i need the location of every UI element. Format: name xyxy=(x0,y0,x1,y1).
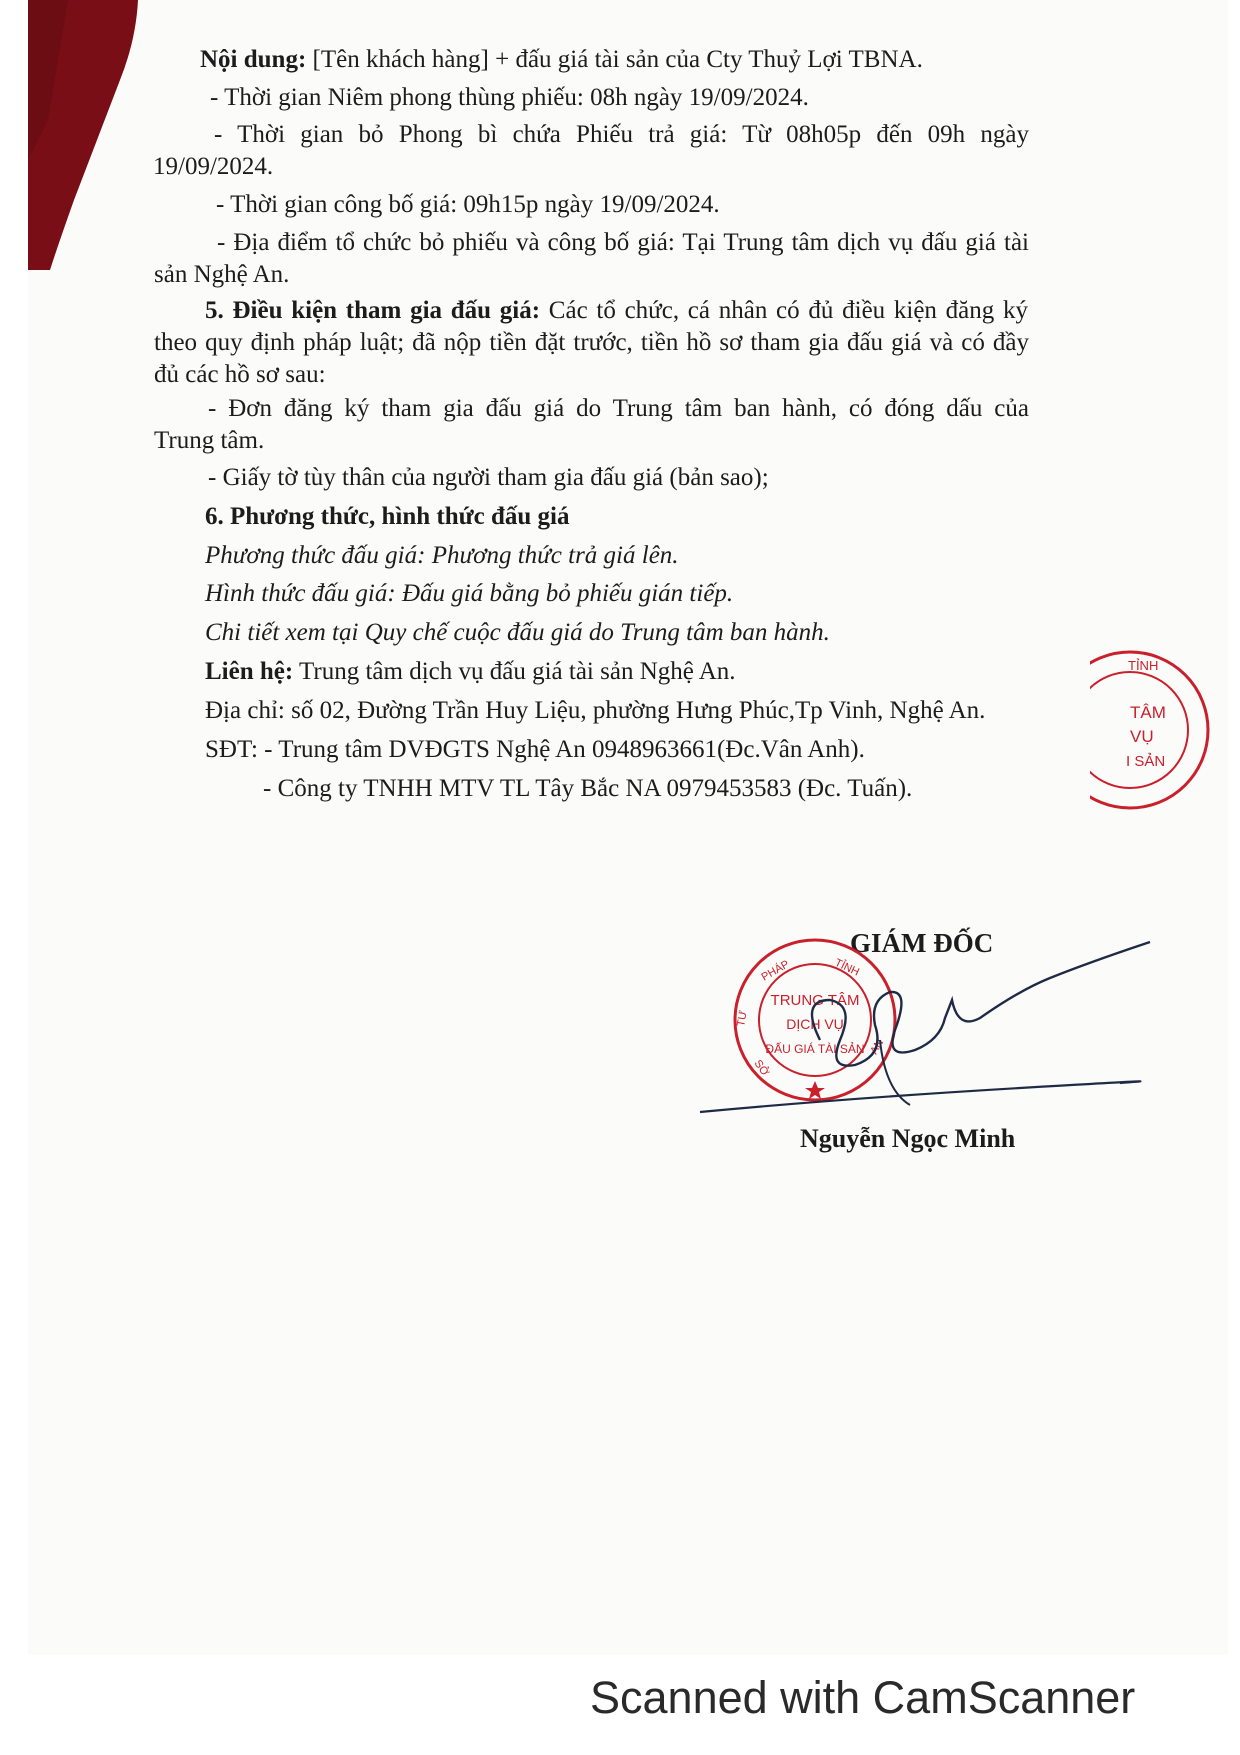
camscanner-watermark: Scanned with CamScanner xyxy=(590,1672,1136,1723)
signature-title: GIÁM ĐỐC xyxy=(850,928,994,958)
contact-phone-1: SĐT: - Trung tâm DVĐGTS Nghệ An 0948963661(Đc.Vân Anh). xyxy=(205,736,865,763)
handwritten-signature xyxy=(690,930,1160,1130)
section6-heading: 6. Phương thức, hình thức đấu giá xyxy=(205,503,570,530)
section5-line-b: theo quy định pháp luật; đã nộp tiền đặt trước, tiền hồ sơ tham gia đấu giá và có đầy xyxy=(154,329,1029,356)
partial-stamp-line1: TÂM xyxy=(1130,703,1166,722)
content-line xyxy=(200,44,923,76)
section5-item1-line-b: Trung tâm. xyxy=(154,427,265,454)
partial-seal-stamp xyxy=(1090,640,1220,820)
section5-line-c: đủ các hồ sơ sau: xyxy=(154,361,326,388)
stamp-bottom-left: SỞ xyxy=(751,1057,771,1079)
partial-stamp-line2: VỤ xyxy=(1130,727,1154,746)
red-binding-edge xyxy=(28,0,148,280)
location-line-a: - Địa điểm tổ chức bỏ phiếu và công bố giá: Tại Trung tâm dịch vụ đấu giá tài xyxy=(217,229,1029,256)
stamp-bottom-right: AN xyxy=(868,1037,887,1057)
contact-line xyxy=(205,656,736,688)
section6-form: Hình thức đấu giá: Đấu giá bằng bỏ phiếu gián tiếp. xyxy=(205,580,734,607)
section6-method: Phương thức đấu giá: Phương thức trả giá lên. xyxy=(205,542,679,569)
stamp-left-side: TƯ xyxy=(735,1009,750,1028)
announce-time: - Thời gian công bố giá: 09h15p ngày 19/09/2024. xyxy=(216,191,720,218)
signatory-name: Nguyễn Ngọc Minh xyxy=(800,1124,1016,1153)
envelope-time-line-a: - Thời gian bỏ Phong bì chứa Phiếu trả giá: Từ 08h05p đến 09h ngày xyxy=(214,121,1029,148)
stamp-line3: ĐẤU GIÁ TÀI SẢN xyxy=(765,1042,865,1056)
seal-time: - Thời gian Niêm phong thùng phiếu: 08h ngày 19/09/2024. xyxy=(210,84,809,111)
stamp-line1: TRUNG TÂM xyxy=(770,992,860,1009)
contact-address: Địa chỉ: số 02, Đường Trần Huy Liệu, phường Hưng Phúc,Tp Vinh, Nghệ An. xyxy=(205,697,986,724)
location-line-b: sản Nghệ An. xyxy=(154,261,290,288)
contact-label: Liên hệ: xyxy=(205,658,294,685)
stamp-top-right: TỈNH xyxy=(832,956,862,979)
contact-text: Trung tâm dịch vụ đấu giá tài sản Nghệ An. xyxy=(293,658,736,685)
scanned-page xyxy=(28,0,1228,1655)
section5-heading: 5. Điều kiện tham gia đấu giá: xyxy=(205,297,541,324)
section5-line-a xyxy=(205,295,1028,327)
contact-phone-2: - Công ty TNHH MTV TL Tây Bắc NA 0979453583 (Đc. Tuấn). xyxy=(263,775,913,802)
partial-stamp-top: TỈNH xyxy=(1128,658,1159,673)
partial-stamp-line3: I SẢN xyxy=(1126,753,1166,770)
section5-item2: - Giấy tờ tùy thân của người tham gia đấu giá (bản sao); xyxy=(208,464,769,491)
section5-intro: Các tổ chức, cá nhân có đủ điều kiện đăng ký xyxy=(540,297,1028,324)
stamp-line2: DỊCH VỤ xyxy=(786,1016,844,1032)
content-text: [Tên khách hàng] + đấu giá tài sản của Cty Thuỷ Lợi TBNA. xyxy=(306,46,923,73)
section6-detail: Chi tiết xem tại Quy chế cuộc đấu giá do Trung tâm ban hành. xyxy=(205,619,830,646)
envelope-time-line-b: 19/09/2024. xyxy=(153,153,274,180)
content-label: Nội dung: xyxy=(200,46,307,73)
section5-item1-line-a: - Đơn đăng ký tham gia đấu giá do Trung tâm ban hành, có đóng dấu của xyxy=(208,395,1029,422)
stamp-top-left: PHÁP xyxy=(759,958,792,984)
